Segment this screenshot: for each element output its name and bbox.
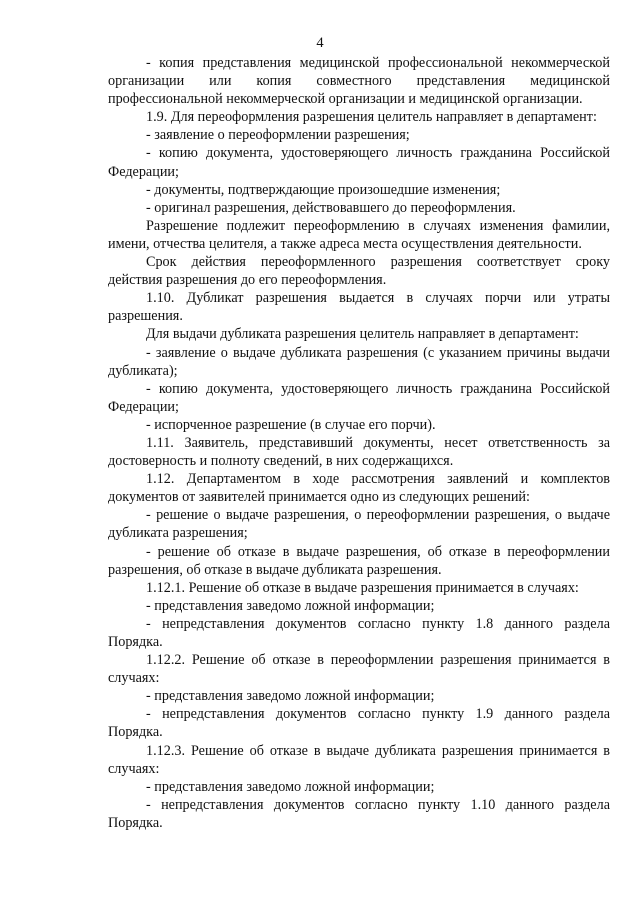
paragraph: 1.12.1. Решение об отказе в выдаче разрешения принимается в случаях: <box>146 579 579 596</box>
paragraph: 1.12.3. Решение об отказе в выдаче дубликата разрешения принимается в случаях: <box>108 742 610 777</box>
paragraph: - непредставления документов согласно пункту 1.9 данного раздела Порядка. <box>108 706 610 741</box>
paragraph: 1.12.2. Решение об отказе в переоформлении разрешения принимается в случаях: <box>108 652 610 687</box>
paragraph: - оригинал разрешения, действовавшего до переоформления. <box>146 199 516 216</box>
paragraph: 1.12. Департаментом в ходе рассмотрения заявлений и комплектов документов от заявителей принимается одно из следующих решений: <box>108 471 610 506</box>
paragraph: - копия представления медицинской профессиональной некоммерческой организации или копия совместного представления медицинской профессиональной некоммерческой организации и медицинской организации. <box>108 55 610 108</box>
document-body <box>108 54 610 832</box>
paragraph: 1.9. Для переоформления разрешения целитель направляет в департамент: <box>146 109 597 126</box>
paragraph: - представления заведомо ложной информации; <box>146 778 435 795</box>
paragraph: - документы, подтверждающие произошедшие изменения; <box>146 181 501 198</box>
paragraph: - заявление о переоформлении разрешения; <box>146 127 410 144</box>
page-number: 4 <box>316 35 324 51</box>
paragraph: - представления заведомо ложной информации; <box>146 688 435 705</box>
paragraph: - представления заведомо ложной информации; <box>146 597 435 614</box>
paragraph: Разрешение подлежит переоформлению в случаях изменения фамилии, имени, отчества целителя, а также адреса места осуществления деятельности. <box>108 217 610 252</box>
paragraph: - копию документа, удостоверяющего личность гражданина Российской Федерации; <box>108 145 610 180</box>
paragraph: - решение об отказе в выдаче разрешения, об отказе в переоформлении разрешения, об отказе в выдаче дубликата разрешения. <box>108 543 610 578</box>
paragraph: 1.11. Заявитель, представивший документы, несет ответственность за достоверность и полноту сведений, в них содержащихся. <box>108 434 610 470</box>
paragraph: - непредставления документов согласно пункту 1.10 данного раздела Порядка. <box>108 796 610 831</box>
paragraph: Срок действия переоформленного разрешения соответствует сроку действия разрешения до его переоформления. <box>108 254 610 289</box>
paragraph: - решение о выдаче разрешения, о переоформлении разрешения, о выдаче дубликата разрешения; <box>108 507 610 542</box>
paragraph: - непредставления документов согласно пункту 1.8 данного раздела Порядка. <box>108 615 610 650</box>
paragraph: 1.10. Дубликат разрешения выдается в случаях порчи или утраты разрешения. <box>108 290 610 325</box>
paragraph: - копию документа, удостоверяющего личность гражданина Российской Федерации; <box>108 380 610 415</box>
paragraph: - заявление о выдаче дубликата разрешения (с указанием причины выдачи дубликата); <box>108 344 610 379</box>
paragraph: - испорченное разрешение (в случае его порчи). <box>146 416 436 433</box>
paragraph: Для выдачи дубликата разрешения целитель направляет в департамент: <box>146 326 579 343</box>
